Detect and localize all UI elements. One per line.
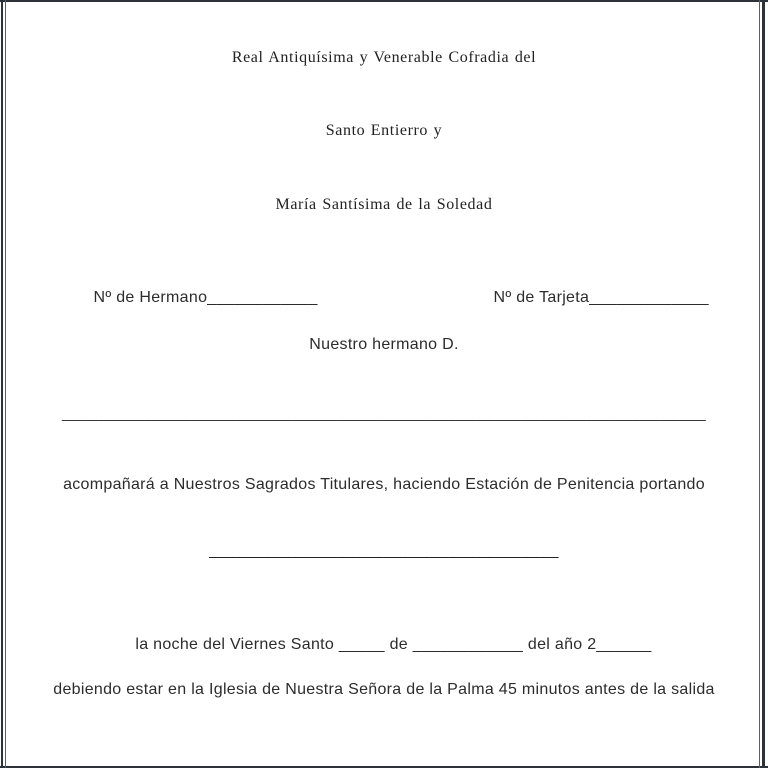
card-number-blank: _____________: [589, 289, 709, 306]
year-blank: ______: [596, 636, 652, 653]
title-line-3: María Santísima de la Soledad: [275, 196, 493, 213]
year-prefix: del año 2: [523, 636, 597, 653]
title-line-2: Santo Entierro y: [325, 122, 443, 139]
footer-line: debiendo estar en la Iglesia de Nuestra Señora de la Palma 45 minutos antes de la salida: [53, 681, 715, 698]
page-border-top: [0, 0, 768, 2]
title-line-1: Real Antiquísima y Venerable Cofradia del: [231, 49, 537, 66]
day-blank: _____: [338, 636, 385, 653]
date-prefix: la noche del Viernes Santo: [135, 636, 339, 653]
intro-line: Nuestro hermano D.: [309, 336, 459, 353]
insignia-blank-line: ______________________________________: [209, 542, 559, 559]
name-blank-line: ______________________________________________________________________: [62, 405, 706, 422]
member-number-blank: ____________: [207, 289, 318, 306]
date-line: [0, 615, 768, 675]
card-number-label: Nº de Tarjeta: [493, 289, 590, 306]
month-blank: ____________: [412, 636, 524, 653]
member-number-field: [65, 268, 318, 328]
member-number-label: Nº de Hermano: [93, 289, 208, 306]
card-number-field: [465, 268, 709, 328]
body-line: acompañará a Nuestros Sagrados Titulares, haciendo Estación de Penitencia portando: [63, 476, 705, 493]
date-connector: de: [384, 636, 413, 653]
